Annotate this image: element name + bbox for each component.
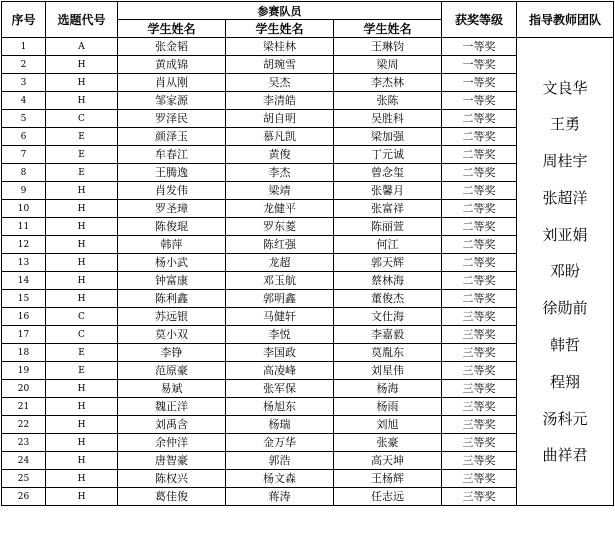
cell-student-1: 余仲洋: [118, 434, 226, 452]
cell-award-level: 三等奖: [442, 488, 517, 506]
cell-code: H: [46, 452, 118, 470]
cell-student-3: 丁元诚: [334, 146, 442, 164]
header-code: 选题代号: [46, 2, 118, 38]
cell-student-2: 马健轩: [226, 308, 334, 326]
cell-student-1: 陈权兴: [118, 470, 226, 488]
mentor-name: 汤科元: [542, 409, 588, 428]
cell-code: E: [46, 128, 118, 146]
cell-code: E: [46, 146, 118, 164]
cell-student-3: 董俊杰: [334, 290, 442, 308]
cell-student-2: 张军保: [226, 380, 334, 398]
cell-code: C: [46, 110, 118, 128]
cell-award-level: 二等奖: [442, 128, 517, 146]
cell-code: H: [46, 236, 118, 254]
mentor-name: 韩哲: [549, 336, 580, 355]
cell-award-level: 一等奖: [442, 56, 517, 74]
cell-student-2: 高凌峰: [226, 362, 334, 380]
cell-student-3: 高天坤: [334, 452, 442, 470]
cell-student-3: 王琳钧: [334, 38, 442, 56]
cell-seq: 22: [2, 416, 46, 434]
cell-seq: 3: [2, 74, 46, 92]
cell-award-level: 二等奖: [442, 290, 517, 308]
cell-student-2: 罗东菱: [226, 218, 334, 236]
cell-student-1: 罗圣璋: [118, 200, 226, 218]
header-team: 参赛队员: [118, 2, 442, 20]
cell-award-level: 二等奖: [442, 164, 517, 182]
cell-student-1: 肖发伟: [118, 182, 226, 200]
cell-student-3: 任志远: [334, 488, 442, 506]
cell-seq: 7: [2, 146, 46, 164]
cell-code: E: [46, 164, 118, 182]
cell-student-2: 李悦: [226, 326, 334, 344]
cell-student-2: 胡琬雪: [226, 56, 334, 74]
cell-student-2: 邓玉航: [226, 272, 334, 290]
cell-student-2: 龙超: [226, 254, 334, 272]
cell-seq: 1: [2, 38, 46, 56]
cell-student-2: 李国政: [226, 344, 334, 362]
cell-student-3: 梁周: [334, 56, 442, 74]
cell-seq: 11: [2, 218, 46, 236]
cell-student-1: 肖从刚: [118, 74, 226, 92]
cell-award-level: 二等奖: [442, 146, 517, 164]
cell-student-1: 范原豪: [118, 362, 226, 380]
cell-seq: 17: [2, 326, 46, 344]
cell-student-3: 杨雨: [334, 398, 442, 416]
cell-seq: 21: [2, 398, 46, 416]
mentor-name: 程翔: [549, 372, 580, 391]
table-row: [2, 38, 614, 56]
header-level: 获奖等级: [442, 2, 517, 38]
cell-student-2: 杨旭东: [226, 398, 334, 416]
cell-student-1: 李铮: [118, 344, 226, 362]
cell-seq: 12: [2, 236, 46, 254]
header-student-2: 学生姓名: [226, 20, 334, 38]
cell-student-3: 李杰林: [334, 74, 442, 92]
cell-student-1: 葛佳俊: [118, 488, 226, 506]
cell-seq: 18: [2, 344, 46, 362]
cell-student-3: 刘星伟: [334, 362, 442, 380]
cell-award-level: 一等奖: [442, 92, 517, 110]
cell-seq: 13: [2, 254, 46, 272]
cell-seq: 2: [2, 56, 46, 74]
cell-student-2: 梁桂林: [226, 38, 334, 56]
cell-seq: 24: [2, 452, 46, 470]
cell-seq: 16: [2, 308, 46, 326]
cell-award-level: 三等奖: [442, 416, 517, 434]
cell-code: E: [46, 344, 118, 362]
cell-code: C: [46, 326, 118, 344]
cell-student-2: 杨瑞: [226, 416, 334, 434]
header-seq: 序号: [2, 2, 46, 38]
cell-student-1: 罗泽民: [118, 110, 226, 128]
cell-student-2: 陈红强: [226, 236, 334, 254]
cell-award-level: 二等奖: [442, 200, 517, 218]
mentor-team-cell: [517, 38, 614, 506]
cell-student-3: 张馨月: [334, 182, 442, 200]
cell-student-1: 易斌: [118, 380, 226, 398]
cell-seq: 9: [2, 182, 46, 200]
cell-student-1: 魏正洋: [118, 398, 226, 416]
cell-seq: 15: [2, 290, 46, 308]
cell-student-3: 陈丽萱: [334, 218, 442, 236]
cell-award-level: 二等奖: [442, 218, 517, 236]
cell-student-3: 蔡林海: [334, 272, 442, 290]
cell-student-2: 杨文森: [226, 470, 334, 488]
cell-award-level: 二等奖: [442, 182, 517, 200]
cell-seq: 20: [2, 380, 46, 398]
mentor-list: [517, 79, 613, 465]
cell-code: H: [46, 218, 118, 236]
cell-student-1: 钟富康: [118, 272, 226, 290]
cell-student-2: 慕凡凯: [226, 128, 334, 146]
cell-seq: 5: [2, 110, 46, 128]
cell-student-3: 吴胜科: [334, 110, 442, 128]
awards-table: [1, 1, 614, 506]
cell-student-3: 李嘉毅: [334, 326, 442, 344]
cell-code: H: [46, 74, 118, 92]
cell-code: H: [46, 272, 118, 290]
cell-code: H: [46, 470, 118, 488]
cell-code: A: [46, 38, 118, 56]
cell-student-3: 曾念玺: [334, 164, 442, 182]
cell-code: H: [46, 200, 118, 218]
cell-award-level: 三等奖: [442, 452, 517, 470]
cell-student-1: 莫小双: [118, 326, 226, 344]
cell-seq: 14: [2, 272, 46, 290]
cell-student-2: 梁靖: [226, 182, 334, 200]
header-student-1: 学生姓名: [118, 20, 226, 38]
cell-student-1: 杨小武: [118, 254, 226, 272]
cell-student-1: 邹家源: [118, 92, 226, 110]
cell-seq: 26: [2, 488, 46, 506]
mentor-name: 刘亚娟: [542, 225, 588, 244]
cell-student-2: 胡自明: [226, 110, 334, 128]
cell-award-level: 一等奖: [442, 38, 517, 56]
cell-student-3: 刘旭: [334, 416, 442, 434]
cell-student-1: 张金韬: [118, 38, 226, 56]
cell-code: H: [46, 56, 118, 74]
cell-award-level: 二等奖: [442, 254, 517, 272]
table-body: [2, 38, 614, 506]
cell-code: H: [46, 434, 118, 452]
cell-seq: 23: [2, 434, 46, 452]
cell-code: E: [46, 362, 118, 380]
cell-code: H: [46, 254, 118, 272]
cell-student-3: 郭天辉: [334, 254, 442, 272]
cell-award-level: 三等奖: [442, 326, 517, 344]
header-student-3: 学生姓名: [334, 20, 442, 38]
cell-award-level: 三等奖: [442, 398, 517, 416]
cell-award-level: 二等奖: [442, 272, 517, 290]
cell-student-3: 张陈: [334, 92, 442, 110]
cell-seq: 10: [2, 200, 46, 218]
cell-student-3: 何江: [334, 236, 442, 254]
cell-code: C: [46, 308, 118, 326]
cell-student-2: 吴杰: [226, 74, 334, 92]
cell-code: H: [46, 488, 118, 506]
cell-award-level: 二等奖: [442, 110, 517, 128]
cell-award-level: 三等奖: [442, 470, 517, 488]
cell-student-1: 颜泽玉: [118, 128, 226, 146]
mentor-name: 文良华: [542, 78, 588, 97]
cell-award-level: 三等奖: [442, 434, 517, 452]
cell-student-1: 牟春江: [118, 146, 226, 164]
cell-seq: 19: [2, 362, 46, 380]
cell-code: H: [46, 398, 118, 416]
cell-award-level: 三等奖: [442, 362, 517, 380]
cell-seq: 6: [2, 128, 46, 146]
cell-student-1: 黄成锦: [118, 56, 226, 74]
cell-student-3: 王杨辉: [334, 470, 442, 488]
cell-code: H: [46, 92, 118, 110]
cell-award-level: 二等奖: [442, 236, 517, 254]
cell-award-level: 一等奖: [442, 74, 517, 92]
mentor-name: 徐勋前: [542, 299, 588, 318]
cell-student-1: 刘禹含: [118, 416, 226, 434]
cell-award-level: 三等奖: [442, 344, 517, 362]
cell-student-2: 龙健平: [226, 200, 334, 218]
cell-seq: 4: [2, 92, 46, 110]
cell-student-2: 郭浩: [226, 452, 334, 470]
cell-student-2: 李清皓: [226, 92, 334, 110]
cell-student-1: 陈利鑫: [118, 290, 226, 308]
cell-student-3: 梁加强: [334, 128, 442, 146]
cell-seq: 8: [2, 164, 46, 182]
cell-code: H: [46, 380, 118, 398]
cell-student-1: 王腾逸: [118, 164, 226, 182]
cell-seq: 25: [2, 470, 46, 488]
cell-student-1: 韩萍: [118, 236, 226, 254]
mentor-name: 邓盼: [549, 262, 580, 281]
cell-code: H: [46, 182, 118, 200]
mentor-name: 周桂宇: [542, 152, 588, 171]
cell-student-1: 苏远银: [118, 308, 226, 326]
cell-student-3: 张富祥: [334, 200, 442, 218]
cell-student-2: 蒋涛: [226, 488, 334, 506]
cell-student-1: 唐智豪: [118, 452, 226, 470]
cell-student-2: 郭明鑫: [226, 290, 334, 308]
cell-student-3: 文仕海: [334, 308, 442, 326]
mentor-name: 张超洋: [542, 188, 588, 207]
cell-student-3: 杨海: [334, 380, 442, 398]
header-mentor: 指导教师团队: [517, 2, 614, 38]
cell-code: H: [46, 416, 118, 434]
cell-student-2: 李杰: [226, 164, 334, 182]
cell-code: H: [46, 290, 118, 308]
cell-award-level: 三等奖: [442, 380, 517, 398]
mentor-name: 曲祥君: [542, 446, 588, 465]
cell-award-level: 三等奖: [442, 308, 517, 326]
cell-student-3: 莫胤东: [334, 344, 442, 362]
cell-student-2: 金万华: [226, 434, 334, 452]
mentor-name: 王勇: [549, 115, 580, 134]
cell-student-2: 黄俊: [226, 146, 334, 164]
cell-student-1: 陈俊琨: [118, 218, 226, 236]
cell-student-3: 张豪: [334, 434, 442, 452]
